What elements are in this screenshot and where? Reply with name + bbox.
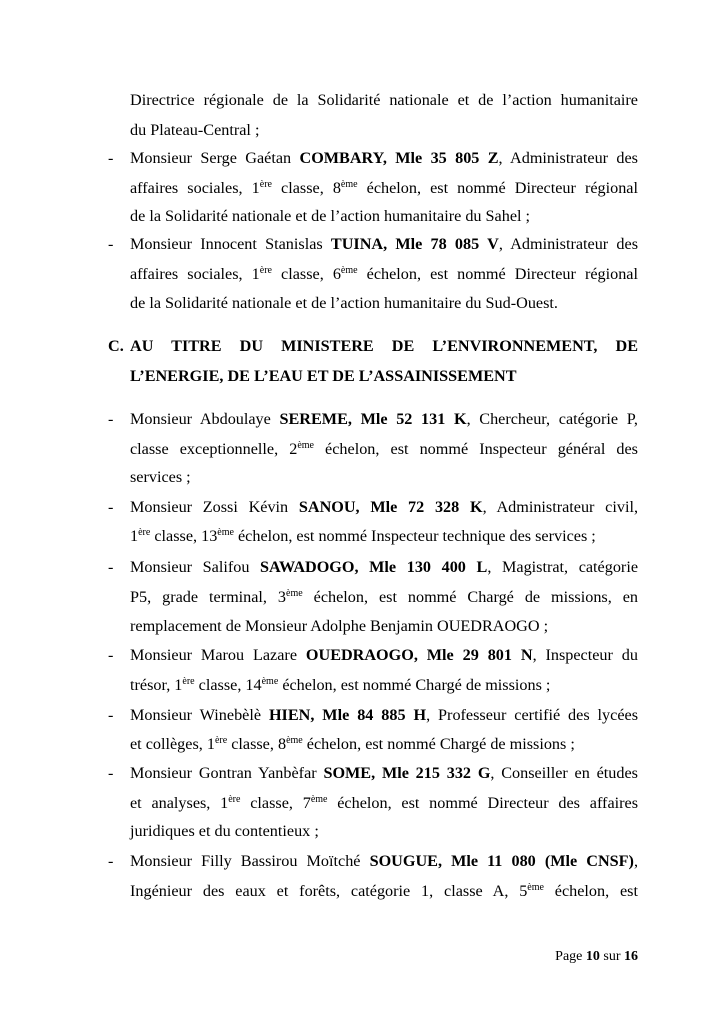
bullet-sougue-line-2: Ingénieur des eaux et forêts, catégorie 1, classe A, 5ème échelon, est [130, 882, 638, 900]
bullet-tuina-line-2: affaires sociales, 1ère classe, 6ème échelon, est nommé Directeur régional [130, 265, 638, 283]
person-name: SOME, Mle 215 332 G [323, 764, 491, 782]
person-name: SEREME, Mle 52 131 K [279, 410, 467, 428]
bullet-hien-line-1: Monsieur Winebèlè HIEN, Mle 84 885 H, Professeur certifié des lycées [130, 706, 638, 724]
page-footer: Page 10 sur 16 [555, 949, 638, 964]
bullet-combary-line-2: affaires sociales, 1ère classe, 8ème échelon, est nommé Directeur régional [130, 179, 638, 197]
bullet-sereme-line-3: services ; [130, 468, 191, 486]
bullet-combary-line-3: de la Solidarité nationale et de l’action humanitaire du Sahel ; [130, 207, 531, 225]
bullet-sougue-line-1: Monsieur Filly Bassirou Moïtché SOUGUE, Mle 11 080 (Mle CNSF), [130, 852, 638, 870]
bullet-ouedraogo-line-2: trésor, 1ère classe, 14ème échelon, est nommé Chargé de missions ; [130, 676, 551, 694]
bullet-dash: - [108, 764, 114, 782]
bullet-sawadogo-line-2: P5, grade terminal, 3ème échelon, est nommé Chargé de missions, en [130, 588, 638, 606]
person-name: SOUGUE, Mle 11 080 (Mle CNSF) [369, 852, 634, 870]
bullet-dash: - [108, 410, 114, 428]
page-number: 10 [585, 949, 600, 964]
person-name: HIEN, Mle 84 885 H [268, 706, 427, 724]
person-name: OUEDRAOGO, Mle 29 801 N [305, 646, 533, 664]
bullet-some-line-1: Monsieur Gontran Yanbèfar SOME, Mle 215 332 G, Conseiller en études [130, 764, 638, 782]
person-name: COMBARY, Mle 35 805 Z [299, 149, 499, 167]
bullet-hien-line-2: et collèges, 1ère classe, 8ème échelon, est nommé Chargé de missions ; [130, 735, 575, 753]
bullet-dash: - [108, 706, 114, 724]
bullet-some-line-2: et analyses, 1ère classe, 7ème échelon, est nommé Directeur des affaires [130, 794, 638, 812]
bullet-sawadogo-line-1: Monsieur Salifou SAWADOGO, Mle 130 400 L, Magistrat, catégorie [130, 558, 639, 576]
bullet-dash: - [108, 149, 114, 167]
bullet-sanou-line-1: Monsieur Zossi Kévin SANOU, Mle 72 328 K, Administrateur civil, [130, 498, 639, 516]
intro-line-1: Directrice régionale de la Solidarité nationale et de l’action humanitaire [130, 91, 638, 109]
intro-line-2: du Plateau-Central ; [130, 121, 260, 139]
bullet-tuina-line-1: Monsieur Innocent Stanislas TUINA, Mle 78 085 V, Administrateur des [130, 235, 638, 253]
bullet-sereme-line-1: Monsieur Abdoulaye SEREME, Mle 52 131 K, Chercheur, catégorie P, [130, 410, 638, 428]
bullet-dash: - [108, 235, 114, 253]
person-name: TUINA, Mle 78 085 V [330, 235, 499, 253]
section-heading-line-2: L’ENERGIE, DE L’EAU ET DE L’ASSAINISSEMENT [130, 367, 517, 385]
page-total: 16 [624, 949, 638, 964]
bullet-ouedraogo-line-1: Monsieur Marou Lazare OUEDRAOGO, Mle 29 801 N, Inspecteur du [130, 646, 638, 664]
bullet-sereme-line-2: classe exceptionnelle, 2ème échelon, est nommé Inspecteur général des [130, 440, 638, 458]
person-name: SAWADOGO, Mle 130 400 L [260, 558, 488, 576]
bullet-sanou-line-2: 1ère classe, 13ème échelon, est nommé Inspecteur technique des services ; [130, 527, 596, 545]
section-letter: C. [108, 337, 124, 355]
bullet-sawadogo-line-3: remplacement de Monsieur Adolphe Benjamin OUEDRAOGO ; [130, 617, 549, 635]
bullet-some-line-3: juridiques et du contentieux ; [130, 822, 319, 840]
bullet-dash: - [108, 852, 114, 870]
bullet-dash: - [108, 558, 114, 576]
bullet-tuina-line-3: de la Solidarité nationale et de l’action humanitaire du Sud-Ouest. [130, 294, 558, 312]
bullet-dash: - [108, 646, 114, 664]
section-heading-line-1: AU TITRE DU MINISTERE DE L’ENVIRONNEMENT, DE [130, 337, 638, 355]
bullet-combary-line-1: Monsieur Serge Gaétan COMBARY, Mle 35 805 Z, Administrateur des [130, 149, 638, 167]
person-name: SANOU, Mle 72 328 K [298, 498, 483, 516]
bullet-dash: - [108, 498, 114, 516]
